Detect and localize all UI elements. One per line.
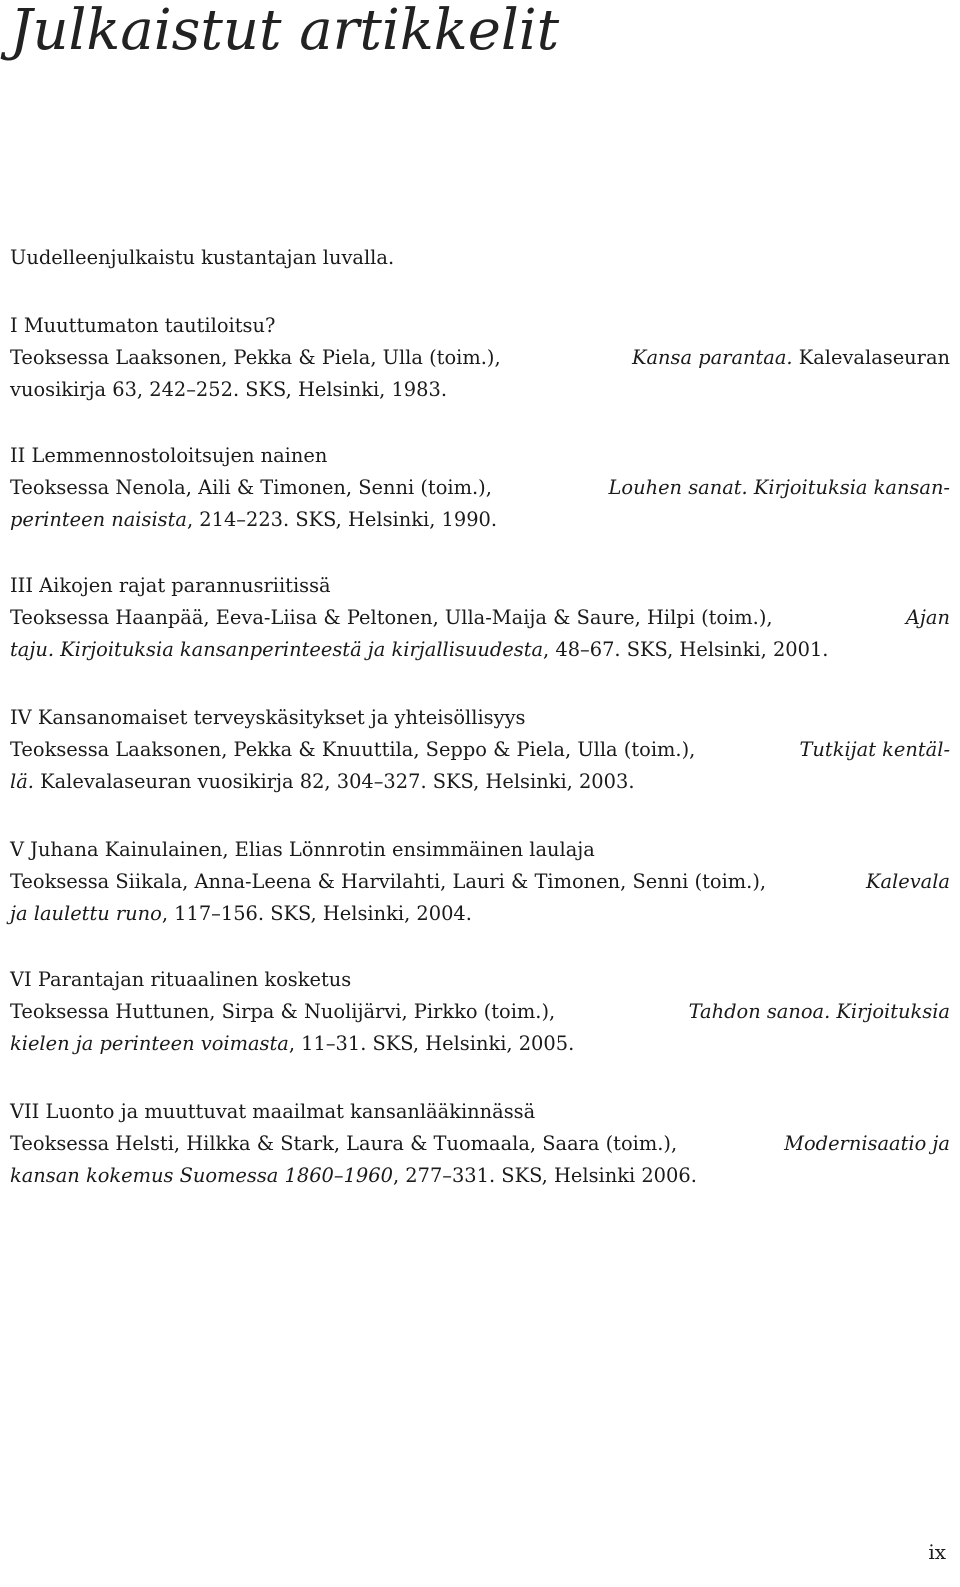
article-1-citation-line-2: vuosikirja 63, 242–252. SKS, Helsinki, 1983. bbox=[10, 378, 447, 401]
article-3-citation-text: Teoksessa Haanpää, Eeva-Liisa & Peltonen, Ulla-Maija & Saure, Hilpi (toim.), bbox=[10, 606, 779, 629]
article-5-citation-text: Teoksessa Siikala, Anna-Leena & Harvilahti, Lauri & Timonen, Senni (toim.), bbox=[10, 870, 773, 893]
article-6-book-title-cont: kielen ja perinteen voimasta bbox=[10, 1032, 289, 1055]
article-4-book-title-cont: lä. bbox=[10, 770, 34, 793]
article-4-citation-text: Teoksessa Laaksonen, Pekka & Knuuttila, Seppo & Piela, Ulla (toim.), bbox=[10, 738, 702, 761]
article-7-citation-line-2 bbox=[10, 1160, 697, 1192]
article-7-book-title: Modernisaatio ja bbox=[784, 1132, 950, 1155]
article-1-citation-line-1 bbox=[10, 342, 950, 374]
article-5-citation-line-2 bbox=[10, 898, 472, 930]
article-3-citation-line-1 bbox=[10, 602, 950, 634]
article-2-heading: II Lemmennostoloitsujen nainen bbox=[10, 444, 328, 467]
article-1-citation-text-cont: Kalevalaseuran bbox=[792, 346, 950, 369]
article-5-citation-line-1 bbox=[10, 866, 950, 898]
article-3-citation-end: , 48–67. SKS, Helsinki, 2001. bbox=[543, 638, 829, 661]
article-6-citation-text: Teoksessa Huttunen, Sirpa & Nuolijärvi, Pirkko (toim.), bbox=[10, 1000, 562, 1023]
article-7-citation-line-1 bbox=[10, 1128, 950, 1160]
article-4-citation-line-1 bbox=[10, 734, 950, 766]
article-6-citation-line-2 bbox=[10, 1028, 574, 1060]
article-5-book-title: Kalevala bbox=[865, 870, 950, 893]
article-2-citation-text: Teoksessa Nenola, Aili & Timonen, Senni (toim.), bbox=[10, 476, 499, 499]
article-6-citation-line-1 bbox=[10, 996, 950, 1028]
article-7-citation-end: , 277–331. SKS, Helsinki 2006. bbox=[392, 1164, 697, 1187]
article-2-book-title-cont: perinteen naisista bbox=[10, 508, 187, 531]
article-4-citation-end: Kalevalaseuran vuosikirja 82, 304–327. SKS, Helsinki, 2003. bbox=[33, 770, 635, 793]
page-title: Julkaistut artikkelit bbox=[10, 0, 560, 63]
article-3-book-title: Ajan bbox=[905, 606, 950, 629]
article-6-heading: VI Parantajan rituaalinen kosketus bbox=[10, 968, 352, 991]
article-2-citation-end: , 214–223. SKS, Helsinki, 1990. bbox=[186, 508, 498, 531]
article-1-citation-text: Teoksessa Laaksonen, Pekka & Piela, Ulla (toim.), bbox=[10, 346, 507, 369]
article-2-book-title: Louhen sanat. Kirjoituksia kansan- bbox=[608, 476, 950, 499]
article-3-heading: III Aikojen rajat parannusriitissä bbox=[10, 574, 331, 597]
article-7-citation-text: Teoksessa Helsti, Hilkka & Stark, Laura & Tuomaala, Saara (toim.), bbox=[10, 1132, 684, 1155]
intro-text: Uudelleenjulkaistu kustantajan luvalla. bbox=[10, 246, 395, 269]
article-1-heading: I Muuttumaton tautiloitsu? bbox=[10, 314, 276, 337]
article-7-heading: VII Luonto ja muuttuvat maailmat kansanlääkinnässä bbox=[10, 1100, 536, 1123]
article-6-book-title: Tahdon sanoa. Kirjoituksia bbox=[688, 1000, 950, 1023]
article-5-heading: V Juhana Kainulainen, Elias Lönnrotin ensimmäinen laulaja bbox=[10, 838, 595, 861]
article-5-citation-end: , 117–156. SKS, Helsinki, 2004. bbox=[161, 902, 472, 925]
article-3-book-title-cont: taju. Kirjoituksia kansanperinteestä ja kirjallisuudesta bbox=[10, 638, 544, 661]
article-1-book-title: Kansa parantaa. bbox=[632, 346, 793, 369]
article-4-citation-line-2 bbox=[10, 766, 634, 798]
page-number: ix bbox=[928, 1540, 946, 1564]
article-4-heading: IV Kansanomaiset terveyskäsitykset ja yhteisöllisyys bbox=[10, 706, 526, 729]
article-6-citation-end: , 11–31. SKS, Helsinki, 2005. bbox=[288, 1032, 575, 1055]
article-3-citation-line-2 bbox=[10, 634, 828, 666]
article-5-book-title-cont: ja laulettu runo bbox=[10, 902, 162, 925]
article-4-book-title: Tutkijat kentäl- bbox=[799, 738, 950, 761]
article-2-citation-line-1 bbox=[10, 472, 950, 504]
article-7-book-title-cont: kansan kokemus Suomessa 1860–1960 bbox=[10, 1164, 393, 1187]
article-2-citation-line-2 bbox=[10, 504, 497, 536]
